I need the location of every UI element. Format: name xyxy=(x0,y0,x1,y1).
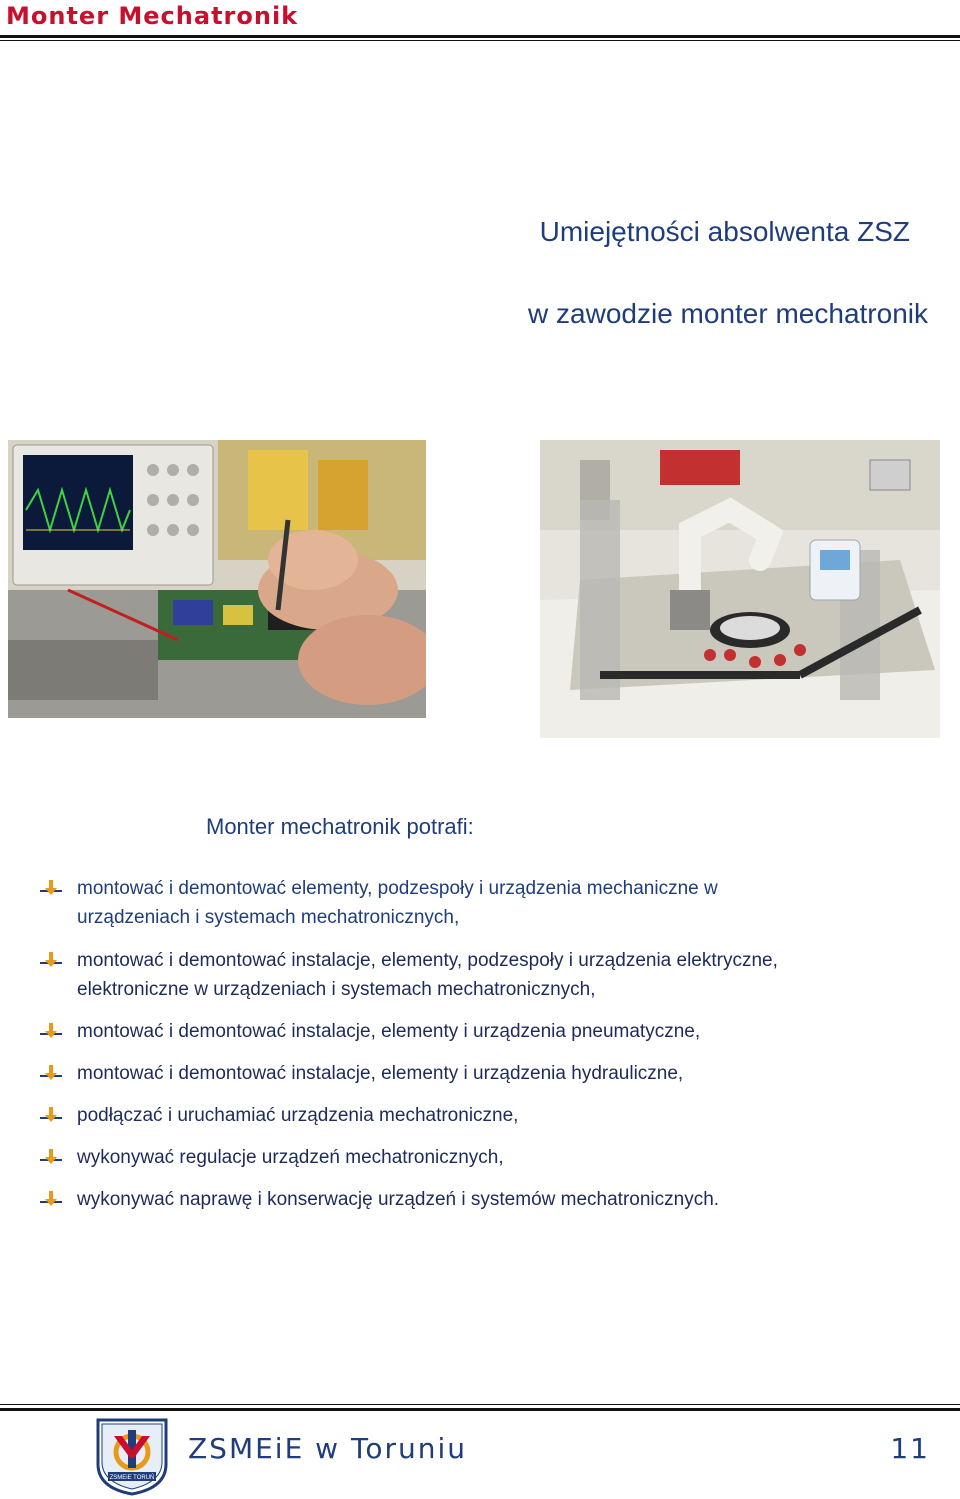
skill-text-line: podłączać i uruchamiać urządzenia mechatroniczne, xyxy=(77,1105,519,1126)
logo-text: ZSMEiE TORUŃ xyxy=(109,1475,155,1481)
skill-item xyxy=(40,874,940,932)
section-heading: Monter mechatronik potrafi: xyxy=(206,814,474,839)
footer-divider-thick xyxy=(0,1408,960,1411)
arrow-down-bullet-icon xyxy=(40,1065,62,1083)
arrow-down-bullet-icon xyxy=(40,1191,62,1209)
skill-item xyxy=(40,1143,940,1172)
footer-divider xyxy=(0,1404,960,1405)
arrow-down-bullet-icon xyxy=(40,952,62,970)
skill-text-line: wykonywać naprawę i konserwację urządzeń i systemów mechatronicznych. xyxy=(77,1189,720,1210)
document-title: Umiejętności absolwenta ZSZ xyxy=(539,216,910,247)
header-title: Monter Mechatronik xyxy=(6,2,299,30)
skill-item xyxy=(40,1059,940,1088)
school-logo xyxy=(94,1416,170,1496)
skill-text-line: wykonywać regulacje urządzeń mechatronicznych, xyxy=(77,1147,504,1168)
skill-text-line: elektroniczne w urządzeniach i systemach mechatronicznych, xyxy=(77,979,596,1000)
skill-item xyxy=(40,1017,940,1046)
page-number: 11 xyxy=(890,1432,930,1465)
mechatronics-station-photo xyxy=(540,440,940,738)
skill-text-line: montować i demontować instalacje, elementy i urządzenia pneumatyczne, xyxy=(77,1021,701,1042)
header-divider-thin xyxy=(0,40,960,41)
document-subtitle: w zawodzie monter mechatronik xyxy=(528,298,928,329)
arrow-down-bullet-icon xyxy=(40,1023,62,1041)
arrow-down-bullet-icon xyxy=(40,880,62,898)
skill-text-line: urządzeniach i systemach mechatronicznych, xyxy=(77,907,460,928)
electronics-lab-photo xyxy=(8,440,426,718)
skill-text-line: montować i demontować elementy, podzespoły i urządzenia mechaniczne w xyxy=(77,878,718,899)
skill-item xyxy=(40,1185,940,1214)
header-divider xyxy=(0,35,960,38)
skill-text-line: montować i demontować instalacje, elementy i urządzenia hydrauliczne, xyxy=(77,1063,684,1084)
skills-list xyxy=(40,874,940,1214)
skill-item xyxy=(40,1101,940,1130)
footer-school-name: ZSMEiE w Toruniu xyxy=(188,1432,467,1465)
arrow-down-bullet-icon xyxy=(40,1149,62,1167)
skill-item xyxy=(40,946,940,1004)
arrow-down-bullet-icon xyxy=(40,1107,62,1125)
skill-text-line: montować i demontować instalacje, elementy, podzespoły i urządzenia elektryczne, xyxy=(77,950,778,971)
